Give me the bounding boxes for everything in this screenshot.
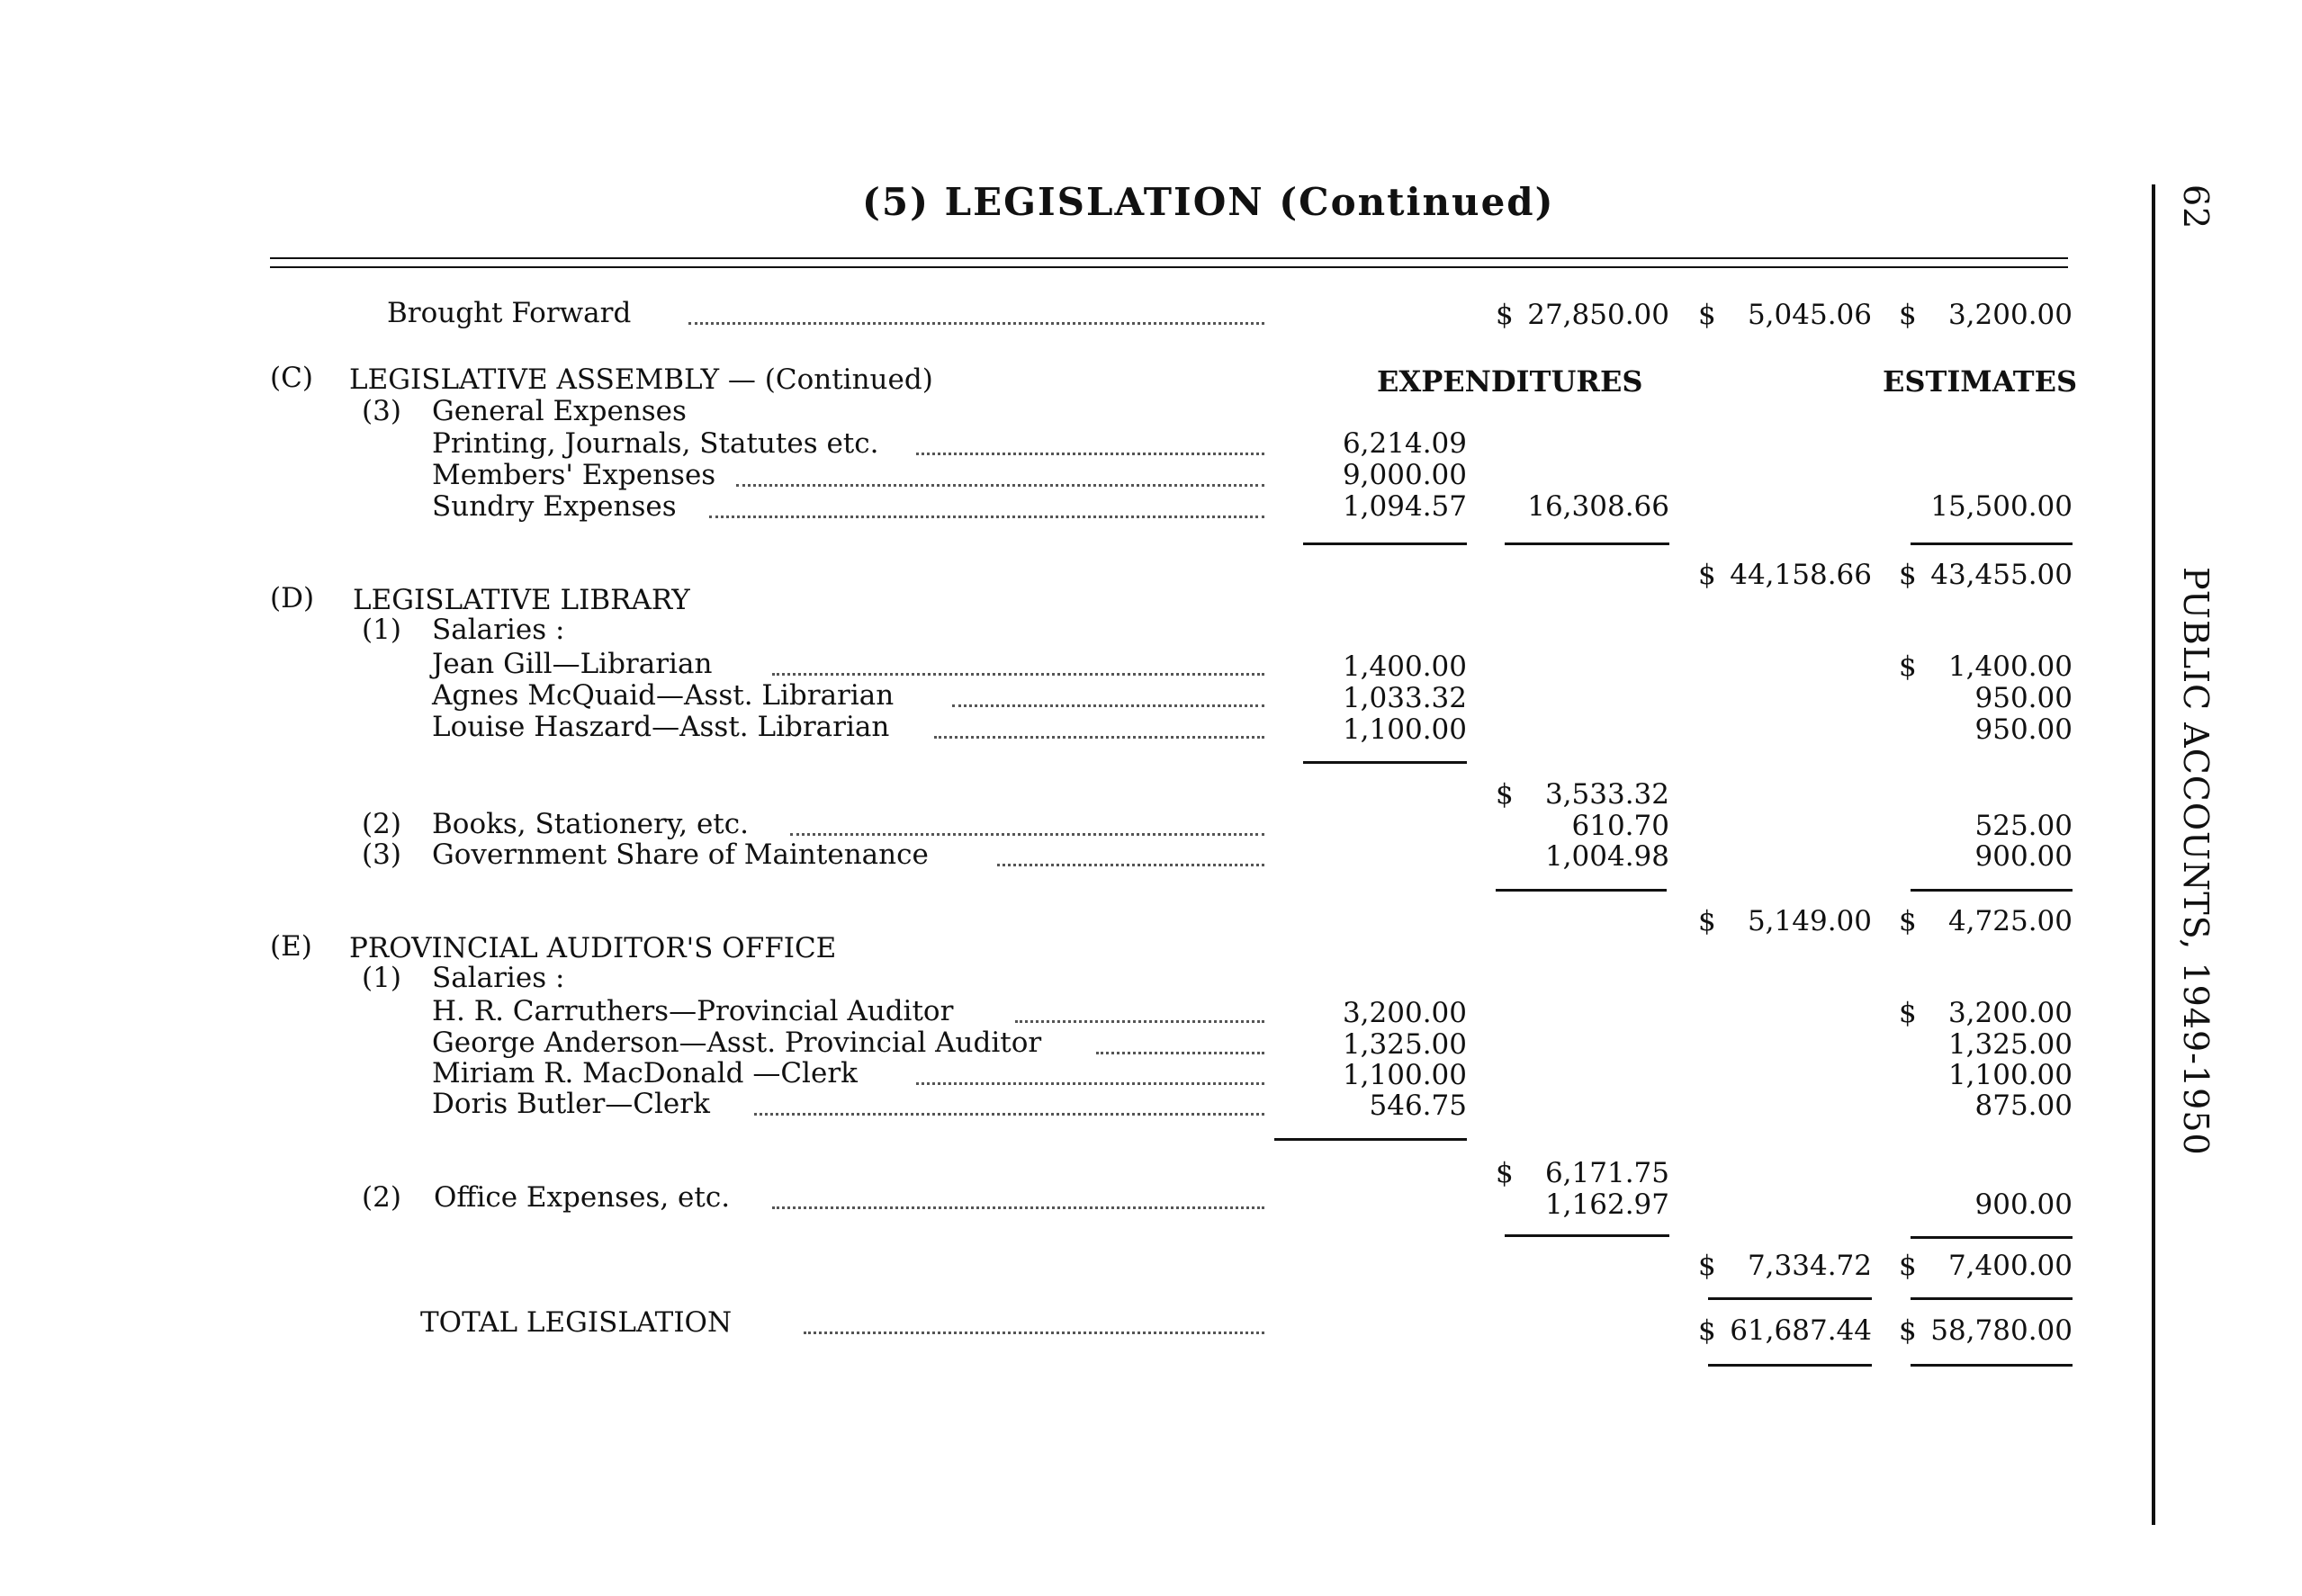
salary-label: Doris Butler—Clerk <box>432 1088 710 1120</box>
section-c-sub3-number: (3) <box>362 395 401 427</box>
header-rule-bottom <box>270 266 2068 268</box>
estimate-amount: 525.00 <box>1974 810 2073 842</box>
subtotal-rule <box>1911 1236 2073 1239</box>
section-d-sub2-label: Books, Stationery, etc. <box>432 808 749 840</box>
section-estimate-total: 7,400.00 <box>1947 1250 2073 1282</box>
estimate-amount: 950.00 <box>1974 713 2073 746</box>
salary-amount: 1,033.32 <box>1342 682 1467 714</box>
estimate-amount: 900.00 <box>1974 1188 2073 1221</box>
expenditure-amount: 1,162.97 <box>1544 1188 1669 1221</box>
brought-forward-estimate: 3,200.00 <box>1947 299 2073 331</box>
salary-label: Jean Gill—Librarian <box>432 648 713 680</box>
section-e-title: PROVINCIAL AUDITOR'S OFFICE <box>349 932 837 964</box>
section-c-sub3-title: General Expenses <box>432 395 687 427</box>
currency-sign: $ <box>1496 1157 1514 1189</box>
salary-amount: 1,100.00 <box>1342 1059 1467 1091</box>
leader-dots <box>1096 1052 1264 1054</box>
section-estimate-total: 43,455.00 <box>1930 559 2073 591</box>
estimates-header: ESTIMATES <box>1883 364 2078 399</box>
page-number: 62 <box>2176 184 2216 230</box>
subtotal-rule <box>1911 542 2073 545</box>
leader-dots <box>709 516 1264 518</box>
expenditure-amount: 610.70 <box>1571 810 1669 842</box>
estimate-amount: 15,500.00 <box>1930 490 2073 523</box>
section-d-letter: (D) <box>270 582 315 614</box>
section-e-sub1-number: (1) <box>362 962 401 994</box>
grand-total-label: TOTAL LEGISLATION <box>420 1306 733 1339</box>
leader-dots <box>754 1113 1264 1116</box>
currency-sign: $ <box>1698 559 1716 591</box>
page-title: (5) LEGISLATION (Continued) <box>862 180 1555 224</box>
salary-label: H. R. Carruthers—Provincial Auditor <box>432 995 954 1027</box>
subtotal-rule <box>1303 542 1467 545</box>
leader-dots <box>804 1331 1264 1334</box>
section-e-sub2-label: Office Expenses, etc. <box>434 1181 731 1214</box>
leader-dots <box>916 1082 1264 1085</box>
currency-sign: $ <box>1698 1314 1716 1347</box>
currency-sign: $ <box>1899 1314 1917 1347</box>
estimate-amount: 950.00 <box>1974 682 2073 714</box>
leader-dots <box>916 453 1264 455</box>
brought-forward-total: 5,045.06 <box>1747 299 1872 331</box>
grand-total-estimate: 58,780.00 <box>1930 1314 2073 1347</box>
leader-dots <box>736 484 1264 487</box>
salary-label: Agnes McQuaid—Asst. Librarian <box>432 679 895 712</box>
leader-dots <box>772 673 1264 676</box>
section-d-sub3-label: Government Share of Maintenance <box>432 838 929 871</box>
currency-sign: $ <box>1899 299 1917 331</box>
expenditures-header: EXPENDITURES <box>1377 364 1643 399</box>
salary-amount: 3,200.00 <box>1342 997 1467 1029</box>
currency-sign: $ <box>1899 905 1917 937</box>
subtotal-rule <box>1505 542 1669 545</box>
section-d-sub2-number: (2) <box>362 808 401 840</box>
leader-dots <box>790 833 1264 836</box>
salaries-subtotal: 3,533.32 <box>1544 778 1669 811</box>
header-rule-top <box>270 257 2068 259</box>
currency-sign: $ <box>1698 1250 1716 1282</box>
leader-dots <box>772 1206 1264 1209</box>
section-e-sub1-title: Salaries : <box>432 962 565 994</box>
brought-forward-label: Brought Forward <box>387 297 632 329</box>
estimate-amount: 1,400.00 <box>1947 650 2073 683</box>
grand-total-rule <box>1911 1364 2073 1367</box>
currency-sign: $ <box>1899 1250 1917 1282</box>
currency-sign: $ <box>1496 299 1514 331</box>
currency-sign: $ <box>1899 997 1917 1029</box>
section-d-title: LEGISLATIVE LIBRARY <box>353 584 690 616</box>
expenditure-amount: 1,004.98 <box>1544 840 1669 873</box>
estimate-amount: 1,325.00 <box>1947 1028 2073 1061</box>
section-total: 7,334.72 <box>1747 1250 1872 1282</box>
section-d-sub1-title: Salaries : <box>432 614 565 646</box>
section-e-sub2-number: (2) <box>362 1181 401 1214</box>
subtotal-rule <box>1274 1138 1467 1141</box>
grand-total-rule <box>1708 1364 1872 1367</box>
salary-label: George Anderson—Asst. Provincial Auditor <box>432 1027 1042 1059</box>
currency-sign: $ <box>1899 559 1917 591</box>
section-estimate-total: 4,725.00 <box>1947 905 2073 937</box>
running-title: PUBLIC ACCOUNTS, 1949-1950 <box>2176 567 2216 1156</box>
currency-sign: $ <box>1496 778 1514 811</box>
line-item-amount: 1,094.57 <box>1342 490 1467 523</box>
currency-sign: $ <box>1698 299 1716 331</box>
leader-dots <box>688 322 1264 325</box>
leader-dots <box>997 864 1264 866</box>
salary-amount: 1,325.00 <box>1342 1028 1467 1061</box>
estimate-amount: 3,200.00 <box>1947 997 2073 1029</box>
section-total: 5,149.00 <box>1747 905 1872 937</box>
total-rule <box>1911 1297 2073 1300</box>
section-total: 44,158.66 <box>1730 559 1872 591</box>
salary-amount: 546.75 <box>1369 1089 1467 1122</box>
brought-forward-expenditure: 27,850.00 <box>1527 299 1669 331</box>
salary-amount: 1,400.00 <box>1342 650 1467 683</box>
subtotal-rule <box>1505 1234 1669 1237</box>
subtotal-rule <box>1496 889 1667 892</box>
currency-sign: $ <box>1899 650 1917 683</box>
section-e-letter: (E) <box>270 930 312 963</box>
salary-label: Louise Haszard—Asst. Librarian <box>432 711 890 743</box>
salaries-subtotal: 6,171.75 <box>1544 1157 1669 1189</box>
subtotal-amount: 16,308.66 <box>1527 490 1669 523</box>
subtotal-rule <box>1303 761 1467 764</box>
leader-dots <box>934 736 1264 739</box>
subtotal-rule <box>1911 889 2073 892</box>
salary-label: Miriam R. MacDonald —Clerk <box>432 1057 858 1089</box>
estimate-amount: 875.00 <box>1974 1089 2073 1122</box>
leader-dots <box>1015 1020 1264 1023</box>
section-d-sub1-number: (1) <box>362 614 401 646</box>
line-item-amount: 6,214.09 <box>1342 427 1467 460</box>
section-c-title: LEGISLATIVE ASSEMBLY — (Continued) <box>349 363 933 396</box>
total-rule <box>1708 1297 1872 1300</box>
estimate-amount: 1,100.00 <box>1947 1059 2073 1091</box>
section-d-sub3-number: (3) <box>362 838 401 871</box>
line-item-label: Sundry Expenses <box>432 490 677 523</box>
line-item-label: Members' Expenses <box>432 459 716 491</box>
line-item-label: Printing, Journals, Statutes etc. <box>432 427 879 460</box>
grand-total-amount: 61,687.44 <box>1730 1314 1872 1347</box>
salary-amount: 1,100.00 <box>1342 713 1467 746</box>
leader-dots <box>952 704 1264 707</box>
margin-rule <box>2152 184 2155 1525</box>
estimate-amount: 900.00 <box>1974 840 2073 873</box>
line-item-amount: 9,000.00 <box>1342 459 1467 491</box>
section-c-letter: (C) <box>270 362 313 394</box>
currency-sign: $ <box>1698 905 1716 937</box>
